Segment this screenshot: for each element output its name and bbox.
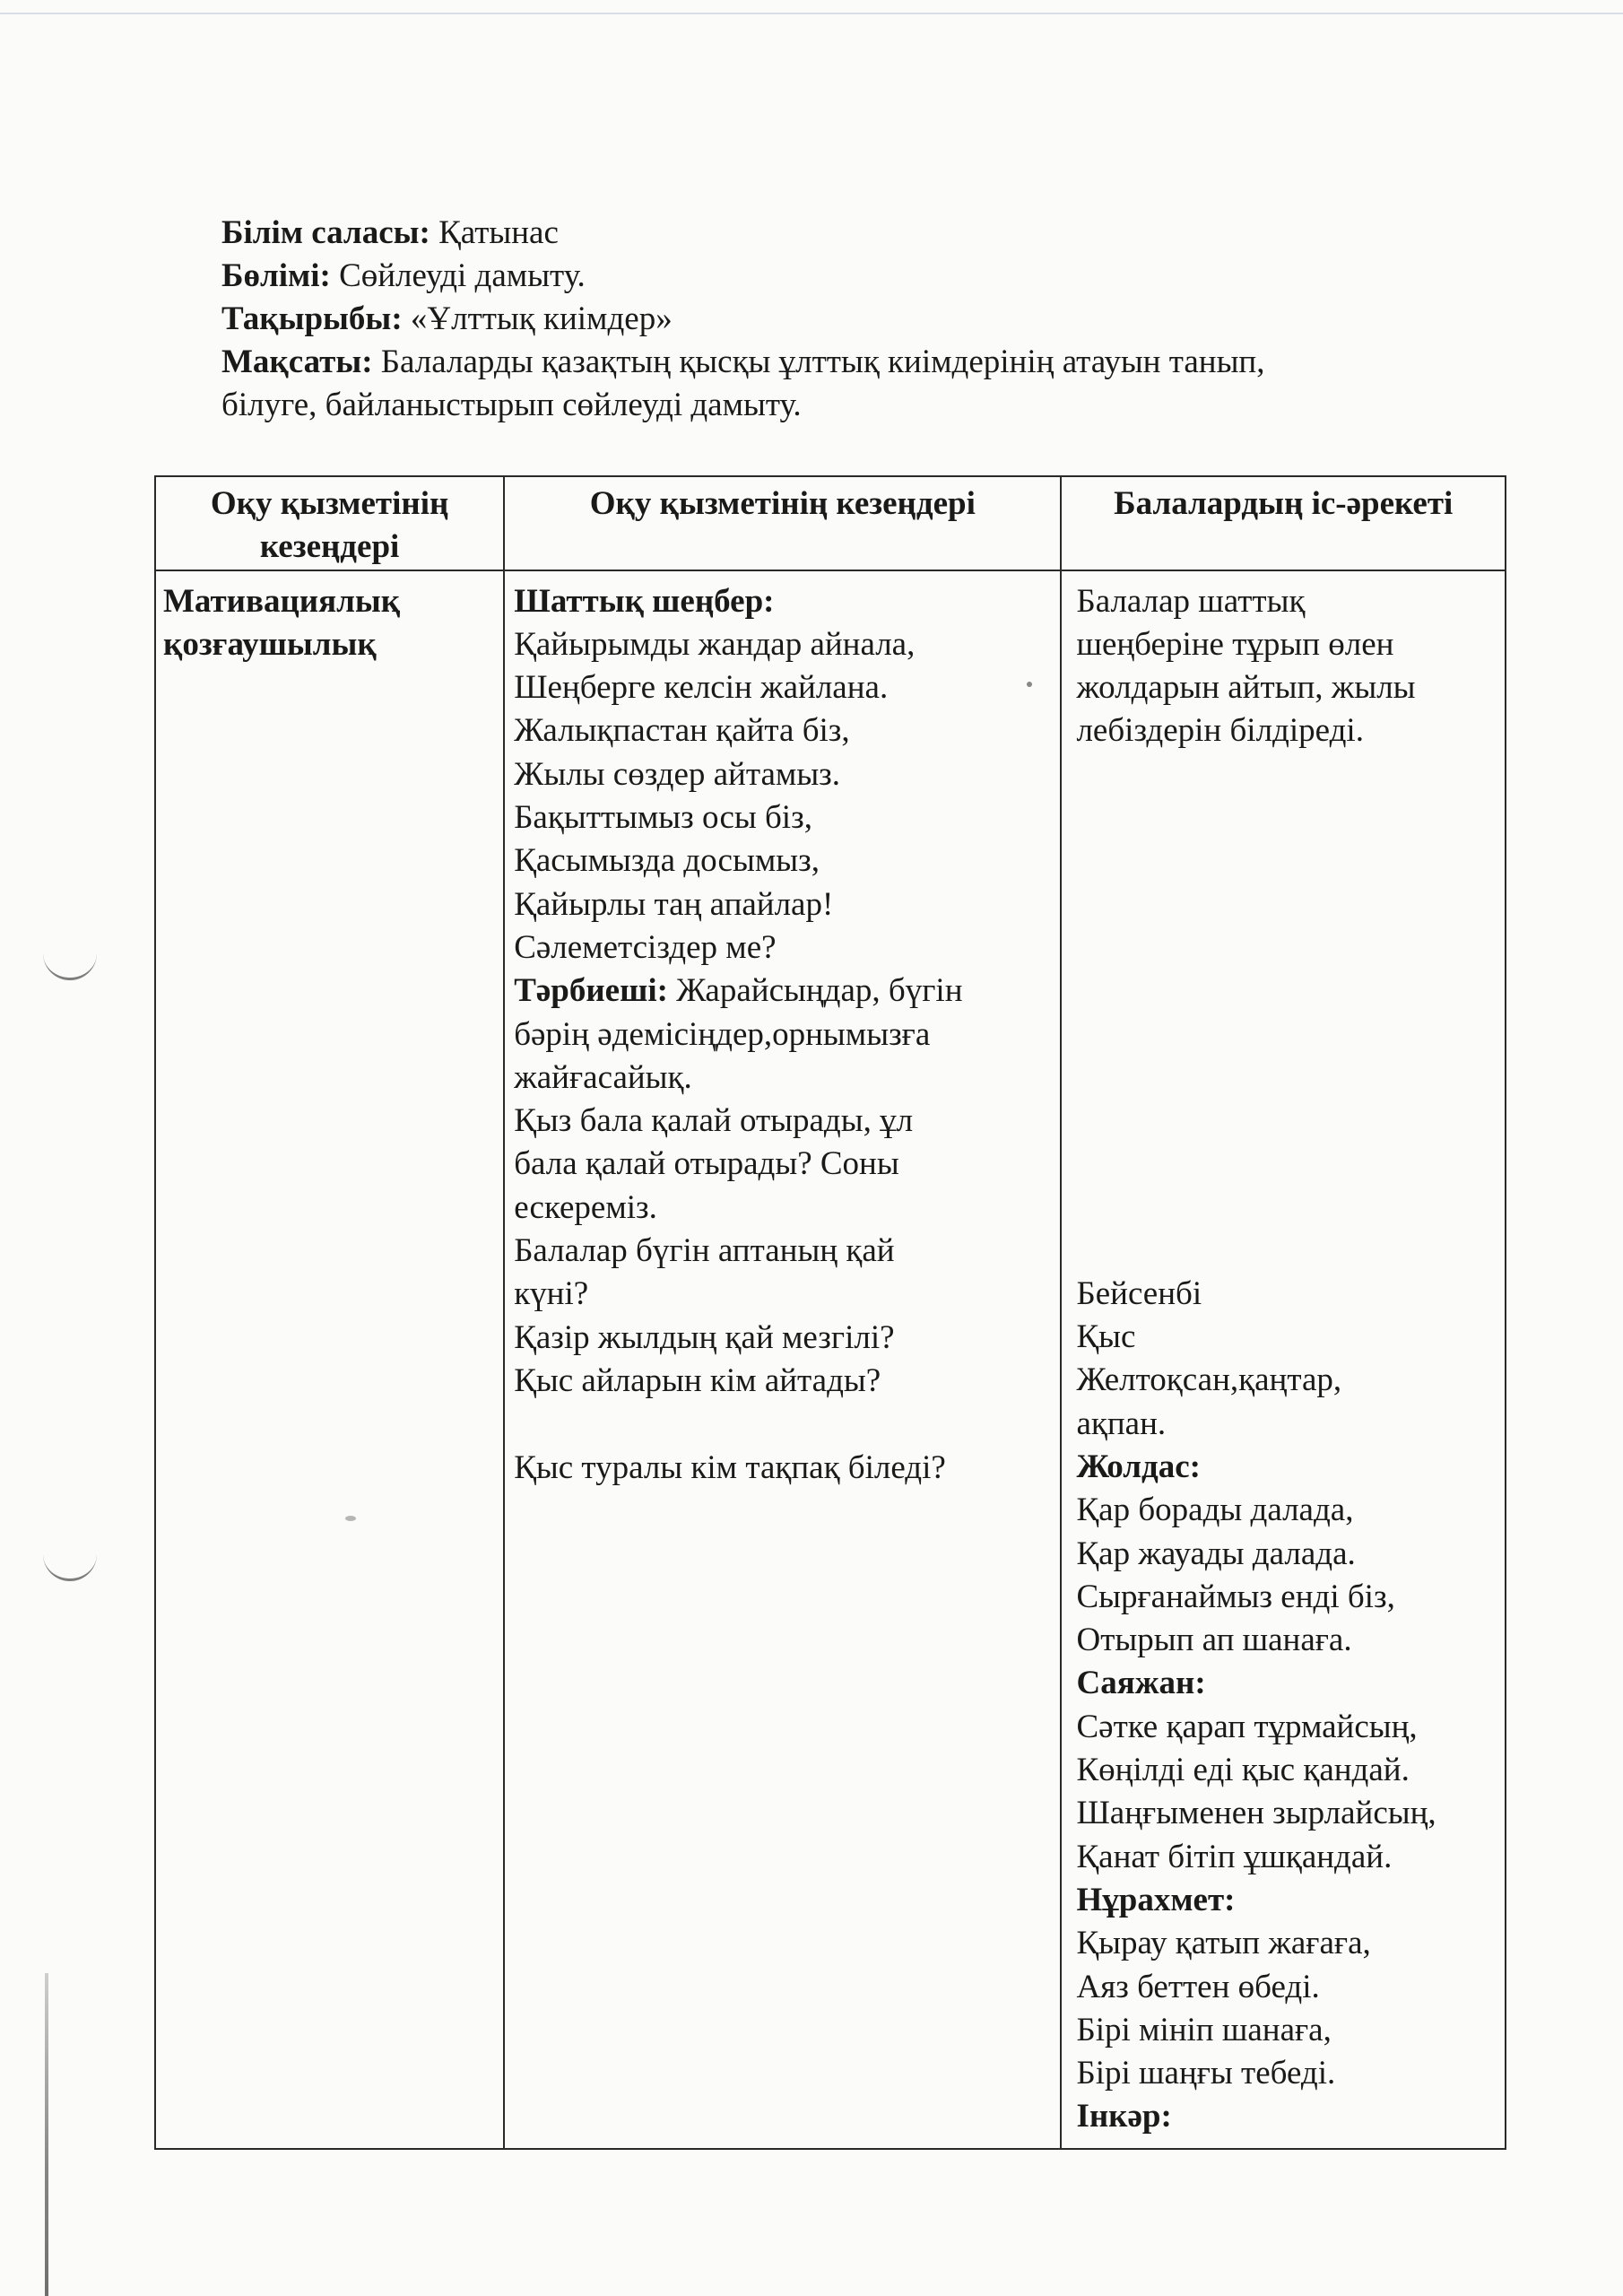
actions-intro-line: жолдарын айтып, жылы (1076, 669, 1416, 707)
child-poem-line: Сәтке қарап тұрмайсың, (1076, 1708, 1418, 1745)
poem-line: Бақыттымыз осы біз, (514, 799, 812, 837)
child-name: Інкәр: (1076, 2098, 1172, 2135)
punch-hole-mark (43, 924, 97, 980)
actions-spacer (1076, 753, 1499, 1273)
teacher-text-line: Қыс туралы кім тақпақ біледі? (514, 1448, 946, 1486)
section-value: Сөйлеуді дамыту. (339, 257, 586, 294)
teacher-text-line: күні? (514, 1275, 589, 1313)
child-poem-line: Отырып ап шанаға. (1076, 1622, 1352, 1659)
section-line (221, 255, 1522, 298)
actions-cell (1061, 570, 1506, 2149)
section-label: Бөлімі: (221, 257, 331, 294)
child-poem-line: Сырғанаймыз енді біз, (1076, 1578, 1395, 1615)
teacher-text-line: ескереміз. (514, 1188, 657, 1226)
table-row (155, 570, 1506, 2149)
area-value: Қатынас (438, 214, 559, 251)
area-label: Білім саласы: (221, 214, 430, 251)
answer-line: ақпан. (1076, 1405, 1167, 1442)
teacher-text-line: жайғасайық. (514, 1058, 692, 1096)
teacher-text-line: бала қалай отырады? Соны (514, 1145, 899, 1183)
teacher-text-line: бәрің әдемісіңдер,орнымызға (514, 1015, 931, 1053)
child-poem-line: Бірі шаңғы тебеді. (1076, 2055, 1336, 2092)
teacher-line (514, 970, 1055, 1013)
teacher-text-line: Қыс айларын кім айтады? (514, 1361, 881, 1399)
teacher-text-line: Қазір жылдың қай мезгілі? (514, 1318, 895, 1356)
answer-line: Бейсенбі (1076, 1274, 1202, 1312)
poem-line: Қайырымды жандар айнала, (514, 625, 916, 663)
topic-line (221, 298, 1522, 341)
child-poem-line: Қар жауады далада. (1076, 1535, 1356, 1572)
poem-line: Жылы сөздер айтамыз. (514, 755, 841, 793)
child-poem-line: Қырау қатып жағаға, (1076, 1925, 1371, 1962)
answer-line: Желтоқсан,қаңтар, (1076, 1361, 1342, 1399)
line-gap (514, 1403, 1055, 1446)
goal-value-line-2: білуге, байланыстырып сөйлеуді дамыту. (221, 387, 802, 423)
child-poem-line: Қар борады далада, (1076, 1492, 1354, 1529)
scan-binding-shadow (45, 1973, 48, 2296)
child-poem-line: Көңілді еді қыс қандай. (1076, 1752, 1410, 1789)
area-line (221, 212, 1522, 255)
steps-cell (504, 570, 1061, 2149)
child-poem-line: Шаңғыменен зырлайсың, (1076, 1795, 1436, 1832)
answer-line: Қыс (1076, 1318, 1136, 1356)
actions-intro-line: лебіздерін білдіреді. (1076, 712, 1364, 750)
child-name: Нұрахмет: (1076, 1881, 1236, 1918)
poem-line: Сәлеметсіздер ме? (514, 928, 777, 966)
teacher-text: Жарайсыңдар, бүгін (676, 972, 963, 1010)
poem-line: Жалықпастан қайта біз, (514, 712, 850, 750)
goal-line-continued (221, 384, 1522, 427)
stage-cell (155, 570, 504, 2149)
stage-line: қозғаушылық (163, 625, 377, 663)
child-name: Жолдас: (1076, 1448, 1202, 1485)
child-name: Саяжан: (1076, 1665, 1206, 1702)
actions-intro-line: Балалар шаттық (1076, 582, 1306, 620)
poem-line: Қасымызда досымыз, (514, 842, 820, 880)
document-header (221, 212, 1522, 427)
circle-title: Шаттық шеңбер: (514, 582, 775, 620)
poem-line: Шеңберге келсін жайлана. (514, 669, 889, 707)
topic-label: Тақырыбы: (221, 300, 403, 337)
actions-intro-line: шеңберіне тұрып өлен (1076, 625, 1394, 663)
table-header-row (155, 476, 1506, 570)
column-header-actions: Балалардың іс-әрекеті (1061, 476, 1506, 570)
teacher-text-line: Балалар бүгін аптаның қай (514, 1232, 895, 1270)
poem-line: Қайырлы таң апайлар! (514, 885, 834, 923)
lesson-plan-table (154, 475, 1506, 2150)
goal-value-line-1: Балаларды қазақтың қысқы ұлттық киімдерінің атауын танып, (380, 344, 1265, 380)
child-poem-line: Қанат бітіп ұшқандай. (1076, 1838, 1393, 1875)
topic-value: «Ұлттық киімдер» (410, 300, 673, 337)
child-poem-line: Бірі мініп шанаға, (1076, 2011, 1332, 2048)
child-poem-line: Аяз беттен өбеді. (1076, 1968, 1320, 2005)
punch-hole-mark (43, 1525, 97, 1581)
goal-line (221, 341, 1522, 384)
scan-edge (0, 13, 1623, 14)
column-header-stage: Оқу қызметінің кезеңдері (155, 476, 504, 570)
teacher-text-line: Қыз бала қалай отырады, ұл (514, 1102, 914, 1140)
teacher-label: Тәрбиеші: (514, 972, 668, 1010)
column-header-steps: Оқу қызметінің кезеңдері (504, 476, 1061, 570)
stage-line: Мативациялық (163, 582, 401, 620)
goal-label: Мақсаты: (221, 344, 373, 380)
